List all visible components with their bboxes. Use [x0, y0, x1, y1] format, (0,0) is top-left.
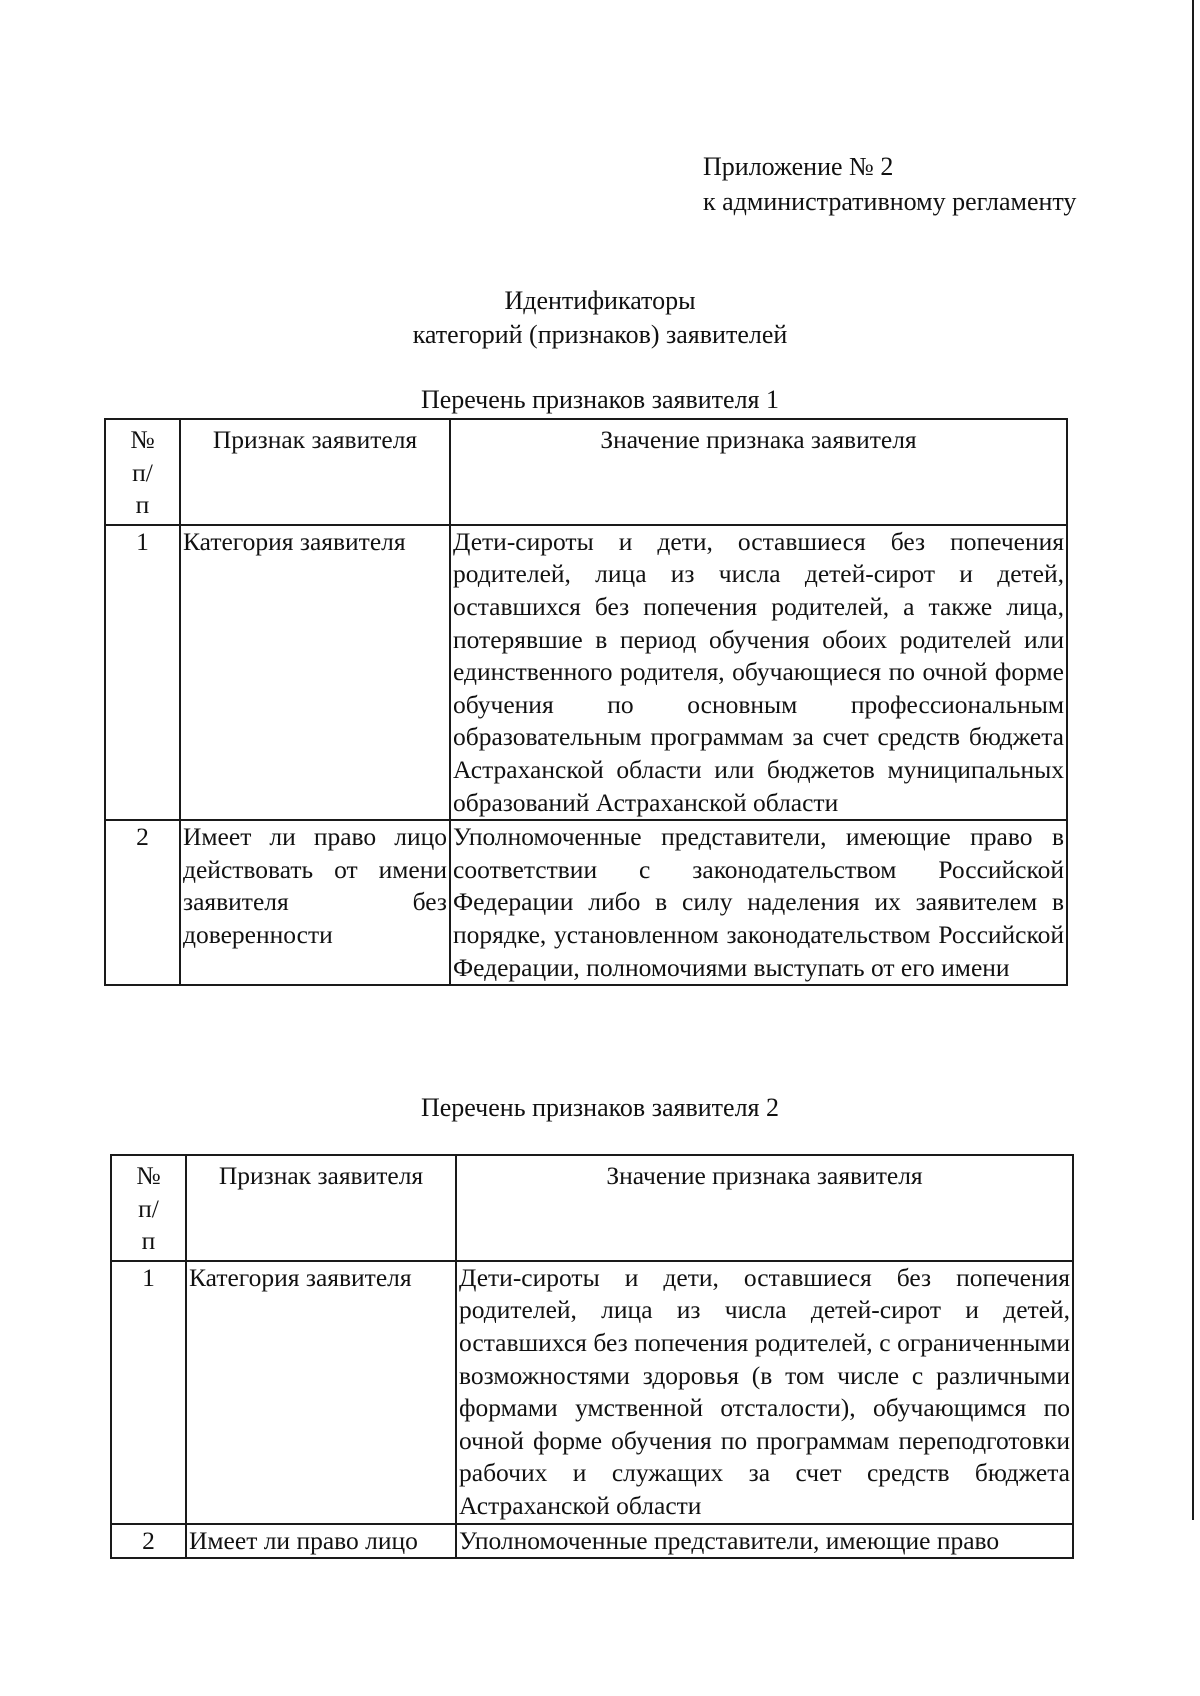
header-value: Значение признака заявителя: [456, 1155, 1073, 1261]
document-subtitle: категорий (признаков) заявителей: [412, 320, 788, 349]
table-row: [111, 1524, 1073, 1559]
list1-caption: Перечень признаков заявителя 1: [420, 385, 780, 414]
list2-caption: Перечень признаков заявителя 2: [420, 1093, 780, 1122]
table-row: [105, 525, 1067, 820]
header-sign: Признак заявителя: [186, 1155, 456, 1261]
row-num: 2: [105, 820, 180, 985]
table-header-row: [111, 1155, 1073, 1261]
row-num: 1: [111, 1261, 186, 1524]
row-num: 1: [105, 525, 180, 820]
row-num: 2: [111, 1524, 186, 1559]
annex-reference: к административному регламенту: [703, 187, 1077, 216]
annex-number: Приложение № 2: [703, 152, 894, 181]
header-num: № п/п: [111, 1155, 186, 1261]
annex-header: [703, 149, 1076, 219]
row-sign: Имеет ли право лицо: [186, 1524, 456, 1559]
row-sign: Категория заявителя: [180, 525, 450, 820]
row-value: Уполномоченные представители, имеющие право: [456, 1524, 1073, 1559]
table-row: [111, 1261, 1073, 1524]
header-num: № п/п: [105, 419, 180, 525]
document-title: Идентификаторы: [504, 286, 696, 315]
header-sign: Признак заявителя: [180, 419, 450, 525]
header-value: Значение признака заявителя: [450, 419, 1067, 525]
list1-table: [104, 418, 1068, 986]
list2-table: [110, 1154, 1074, 1559]
table-row: [105, 820, 1067, 985]
row-value: Уполномоченные представители, имеющие право в соответствии с законодательством Российской Федерации либо в силу наделения их заявителем в порядке, установленном законодательством Российской Федерации, полномочиями выступать от его имени: [450, 820, 1067, 985]
table-header-row: [105, 419, 1067, 525]
row-value: Дети-сироты и дети, оставшиеся без попечения родителей, лица из числа детей-сирот и детей, оставшихся без попечения родителей, с ограниченными возможностями здоровья (в том числе с различными формами умственной отсталости), обучающимся по очной форме обучения по программам переподготовки рабочих и служащих за счет средств бюджета Астраханской области: [456, 1261, 1073, 1524]
row-value: Дети-сироты и дети, оставшиеся без попечения родителей, лица из числа детей-сирот и детей, оставшихся без попечения родителей, а также лица, потерявшие в период обучения обоих родителей или единственного родителя, обучающиеся по очной форме обучения по основным профессиональным образовательным программам за счет средств бюджета Астраханской области или бюджетов муниципальных образований Астраханской области: [450, 525, 1067, 820]
row-sign: Категория заявителя: [186, 1261, 456, 1524]
scan-edge-line: [1192, 0, 1194, 1520]
row-sign: Имеет ли право лицо действовать от имени заявителя без доверенности: [180, 820, 450, 985]
